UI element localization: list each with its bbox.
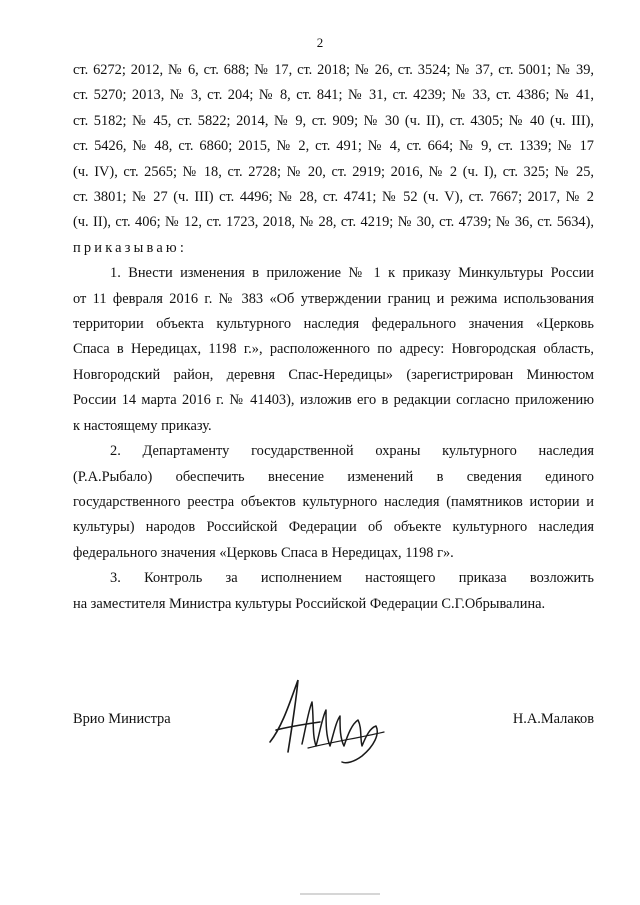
- item-2-line: 2. Департаменту государственной охраны культурного наследия: [110, 443, 594, 460]
- page-number: 2: [316, 35, 324, 50]
- item-1-line: от 11 февраля 2016 г. № 383 «Об утверждении границ и режима использования: [73, 290, 594, 307]
- item-2-line: (Р.А.Рыбало) обеспечить внесение изменений в сведения единого: [73, 468, 594, 485]
- item-1-line: территории объекта культурного наследия федерального значения «Церковь: [73, 316, 594, 333]
- reference-line: ст. 6272; 2012, № 6, ст. 688; № 17, ст. 2018; № 26, ст. 3524; № 37, ст. 5001; № 39,: [73, 62, 594, 78]
- reference-line: ст. 3801; № 27 (ч. III) ст. 4496; № 28, ст. 4741; № 52 (ч. V), ст. 7667; 2017, № 2: [73, 189, 594, 206]
- signer-title: Врио Министра: [73, 711, 171, 727]
- reference-line: ст. 5426, № 48, ст. 6860; 2015, № 2, ст. 491; № 4, ст. 664; № 9, ст. 1339; № 17: [73, 138, 594, 155]
- item-3-paragraph: [73, 566, 594, 617]
- item-2-line: культуры) народов Российской Федерации об объекте культурного наследия: [73, 519, 594, 536]
- reference-line: (ч. IV), ст. 2565; № 18, ст. 2728; № 20, ст. 2919; 2016, № 2 (ч. I), ст. 325; № 25,: [73, 163, 594, 180]
- document-body: [73, 58, 594, 617]
- scan-artifact: [300, 893, 380, 895]
- item-1-line: России 14 марта 2016 г. № 41403), изложив его в редакции согласно приложению: [73, 392, 594, 409]
- item-2-paragraph: [73, 439, 594, 566]
- item-3-line: 3. Контроль за исполнением настоящего приказа возложить: [110, 570, 594, 587]
- item-1-line: 1. Внести изменения в приложение № 1 к приказу Минкультуры России: [110, 265, 594, 282]
- item-3-line: на заместителя Министра культуры Российской Федерации С.Г.Обрывалина.: [73, 595, 546, 612]
- item-2-line: государственного реестра объектов культурного наследия (памятников истории и: [73, 493, 594, 510]
- reference-line: (ч. II), ст. 406; № 12, ст. 1723, 2018, № 28, ст. 4219; № 30, ст. 4739; № 36, ст. 5634),: [73, 214, 594, 231]
- item-1-line: Спаса в Нередицах, 1198 г.», расположенного по адресу: Новгородская область,: [73, 341, 594, 358]
- item-1-line: Новгородский район, деревня Спас-Нередицы» (зарегистрирован Минюстом: [73, 366, 594, 383]
- handwritten-signature: [262, 672, 392, 772]
- item-1-paragraph: [73, 261, 594, 439]
- legal-references-paragraph: [73, 58, 594, 261]
- item-1-line: к настоящему приказу.: [73, 417, 212, 434]
- item-2-line: федерального значения «Церковь Спаса в Нередицах, 1198 г».: [73, 544, 454, 561]
- signer-name: Н.А.Малаков: [512, 711, 594, 727]
- reference-line: ст. 5182; № 45, ст. 5822; 2014, № 9, ст. 909; № 30 (ч. II), ст. 4305; № 40 (ч. III),: [73, 112, 594, 129]
- order-word: приказываю:: [73, 239, 188, 256]
- reference-line: ст. 5270; 2013, № 3, ст. 204; № 8, ст. 841; № 31, ст. 4239; № 33, ст. 4386; № 41,: [73, 87, 594, 104]
